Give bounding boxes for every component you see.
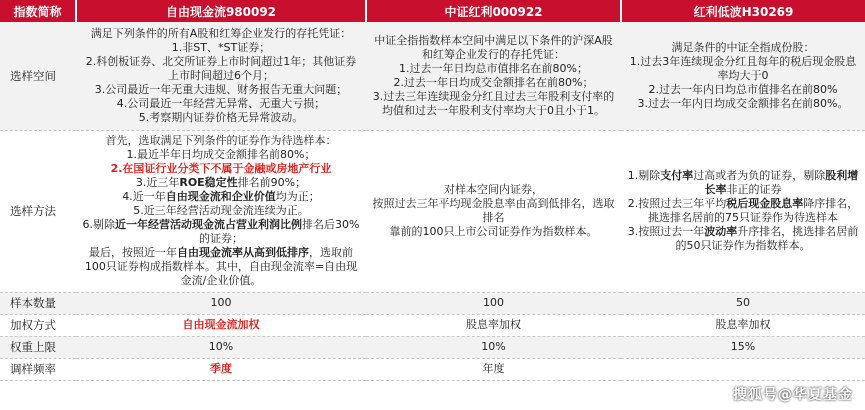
text-line: 5.近三年经营活动现金流连续为正。: [133, 204, 309, 217]
text-line: 满足条件的中证全指成份股：: [671, 40, 815, 54]
text-line: 按照过去三年平均现金股息率由高到低排名，选取排名: [372, 197, 615, 224]
header-csi-dividend: 中证红利000922: [366, 0, 621, 22]
text-part: 3.近三年: [135, 176, 180, 189]
row-sample-count: [0, 292, 865, 314]
text-part: 3.按照过去一年: [627, 225, 705, 238]
row-label-weight-cap: 权重上限: [0, 336, 76, 358]
row-label-sample-count: 样本数量: [0, 292, 76, 314]
cell-cap-csi: 10%: [366, 336, 621, 358]
text-line: [627, 169, 859, 197]
text-line: 2.过去一年内日均总市值排名在前80%: [648, 82, 838, 96]
cell-weighting-csi: 股息率加权: [366, 314, 621, 336]
text-line: [82, 176, 360, 190]
text-line: 4.公司最近一年经营无异常、无重大亏损；: [116, 96, 326, 110]
bold-term: ROE稳定性: [179, 176, 238, 189]
text-line: 满足下列条件的所有A股和红筹企业发行的存托凭证：: [90, 26, 352, 40]
text-line: [627, 225, 859, 253]
cell-cap-fcf: 10%: [76, 336, 366, 358]
header-dividend-low-vol: 红利低波H30269: [621, 0, 865, 22]
text-line: 3.公司最近一年无重大违规、财务报告无重大问题；: [94, 82, 348, 96]
bold-term: 近一年经营活动现金流占营业利润比例: [115, 218, 303, 231]
cell-space-fcf: [76, 22, 366, 130]
text-line: 对样本空间内证券，: [444, 183, 543, 196]
row-label-weighting: 加权方式: [0, 314, 76, 336]
row-label-sample-method: 选样方法: [0, 130, 76, 292]
text-part: 1.剔除: [627, 169, 661, 182]
text-line: [82, 218, 360, 246]
cell-count-fcf: 100: [76, 292, 366, 314]
row-weighting: [0, 314, 865, 336]
row-weight-cap: [0, 336, 865, 358]
row-rebalance-frequency: [0, 358, 865, 380]
text-part: 降序排名，挑选排名居前的75只证券作为待选样本: [648, 197, 859, 224]
text-line: 5.考察期内证券价格无异常波动。: [138, 110, 304, 124]
text-line: 中证全指指数样本空间中满足以下条件的沪深A股和红筹企业发行的存托凭证：: [374, 33, 613, 61]
header-index-name: 指数简称: [0, 0, 76, 22]
text-part: 最后，按照近一年: [89, 246, 177, 259]
text-part: 非正的证券: [726, 183, 782, 196]
bold-term: 自由现金流率从高到低排序: [177, 246, 309, 259]
bold-term: 税后现金股息率: [726, 197, 804, 210]
highlight-industry-exclusion: 2.在国证行业分类下不属于金融或房地产行业: [110, 162, 332, 175]
text-line: 1.非ST、*ST证券；: [171, 40, 271, 54]
cell-cap-lowvol: 15%: [621, 336, 865, 358]
text-line: 1.最近半年日均成交金额排名前80%；: [126, 148, 316, 161]
cell-rebalance-csi: 年度: [366, 358, 621, 380]
text-part: 排名后30%的证券；: [199, 218, 360, 245]
cell-method-lowvol: [621, 130, 865, 292]
bold-term: 支付率: [660, 169, 694, 182]
cell-space-lowvol: [621, 22, 865, 130]
bold-term: 波动率: [704, 225, 738, 238]
text-line: 靠前的100只上市公司证券作为指数样本。: [389, 225, 598, 238]
text-line: [627, 197, 859, 225]
bold-term: 股利增长率: [704, 169, 859, 196]
text-part: 6.剔除: [82, 218, 116, 231]
header-free-cashflow: 自由现金流980092: [76, 0, 366, 22]
text-part: 2.按照过去三年平均: [627, 197, 727, 210]
cell-weighting-fcf: 自由现金流加权: [76, 314, 366, 336]
row-sample-space: [0, 22, 865, 130]
row-label-rebalance: 调样频率: [0, 358, 76, 380]
text-part: 过高或者为负的证券，剔除: [693, 169, 826, 182]
cell-rebalance-lowvol: [621, 358, 865, 380]
cell-weighting-lowvol: 股息率加权: [621, 314, 865, 336]
text-line: [82, 190, 360, 204]
watermark: 搜狐号@华夏基金: [733, 387, 853, 403]
header-row: [0, 0, 865, 22]
text-line: 3.过去一年内日均成交金额排名在前80%。: [637, 96, 849, 110]
text-line: 2.科创板证券、北交所证券上市时间超过1年；其他证券上市时间超过6个月；: [85, 54, 357, 82]
text-line: 1.过去3年连续现金分红且每年的税后现金股息率均大于0: [629, 54, 857, 82]
text-line: [82, 246, 360, 288]
cell-method-csi: [366, 130, 621, 292]
text-line: 3.过去三年连续现金分红且过去三年股利支付率的均值和过去一年股利支付率均大于0且小于1。: [372, 89, 615, 117]
cell-count-lowvol: 50: [621, 292, 865, 314]
text-line: 2.过去一年日均成交金额排名在前80%；: [393, 75, 594, 89]
text-line: 首先，选取满足下列条件的证券作为待选样本：: [105, 134, 337, 147]
text-line: 1.过去一年日均总市值排名在前80%；: [399, 61, 588, 75]
cell-space-csi: [366, 22, 621, 130]
text-part: 升序排名，挑选排名居前的50只证券作为指数样本。: [675, 225, 859, 252]
cell-rebalance-fcf: 季度: [76, 358, 366, 380]
bold-term: 自由现金流和企业价值: [165, 190, 276, 203]
text-part: 4.近一年: [122, 190, 166, 203]
row-sample-method: [0, 130, 865, 292]
row-label-sample-space: 选样空间: [0, 22, 76, 130]
cell-method-fcf: [76, 130, 366, 292]
text-part: 排名前90%；: [237, 176, 307, 189]
cell-count-csi: 100: [366, 292, 621, 314]
text-part: ，选取前100只证券构成指数样本。其中，自由现金流率=自由现金流/企业价值。: [84, 246, 358, 287]
text-part: 均为正；: [275, 190, 320, 203]
